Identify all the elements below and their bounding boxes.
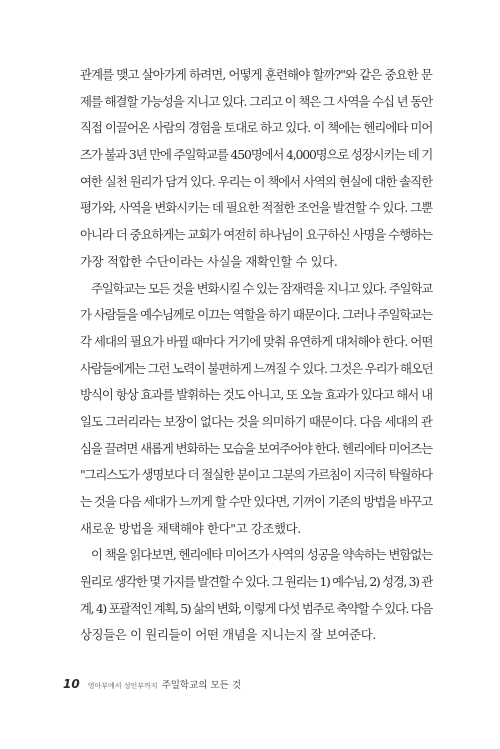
text-line: 이 책을 읽다보면, 헨리에타 미어즈가 사역의 성공을 약속하는 변함없는 [91,547,432,563]
running-title: 주일학교의 모든 것 [161,680,242,691]
text-line: 는 것을 다음 세대가 느끼게 할 수만 있다면, 기꺼이 기존의 방법을 바꾸고 [80,494,432,509]
paragraph-1 [80,62,432,276]
paragraph-3 [80,542,432,649]
text-line: 방식이 항상 효과를 발휘하는 것도 아니고, 또 오늘 효과가 있다고 해서 내 [80,387,432,403]
text-line: 원리로 생각한 몇 가지를 발견할 수 있다. 그 원리는 1) 예수님, 2) 성경, 3) 관 [80,574,432,590]
text-line: 상징들은 이 원리들이 어떤 개념을 지니는지 잘 보여준다. [80,627,376,643]
text-line: 가장 적합한 수단이라는 사실을 재확인할 수 있다. [80,253,338,269]
text-line: 가 사람들을 예수님께로 이끄는 역할을 하기 때문이다. 그러나 주일학교는 [80,307,432,323]
text-line: 아니라 더 중요하게는 교회가 여전히 하나님이 요구하신 사명을 수행하는 [80,227,432,243]
text-line: "그리스도가 생명보다 더 절실한 분이고 그분의 가르침이 지극히 탁월하다 [80,467,432,483]
text-line: 사람들에게는 그런 노력이 불편하게 느껴질 수 있다. 그것은 우리가 해오던 [80,360,433,376]
text-line: 각 세대의 필요가 바뀔 때마다 거기에 맞춰 유연하게 대처해야 한다. 어떤 [80,333,433,349]
paragraph-2 [80,276,432,543]
text-line: 심을 끌려면 새롭게 변화하는 모습을 보여주어야 한다. 헨리에타 미어즈는 [80,440,432,456]
text-line: 평가와, 사역을 변화시키는 데 필요한 적절한 조언을 발견할 수 있다. 그뿐 [80,200,432,216]
text-line: 여한 실천 원리가 담겨 있다. 우리는 이 책에서 사역의 현실에 대한 솔직한 [80,173,432,189]
page-footer [63,677,241,691]
text-line: 새로운 방법을 채택해야 한다"고 강조했다. [80,520,301,536]
text-line: 즈가 불과 3년 만에 주일학교를 450명에서 4,000명으로 성장시키는 데 기 [80,147,433,163]
text-line: 제를 해결할 가능성을 지니고 있다. 그리고 이 책은 그 사역을 수십 년 동안 [80,93,433,109]
body-text [80,62,432,649]
text-line: 계, 4) 포괄적인 계획, 5) 삶의 변화, 이렇게 다섯 범주로 축약할 수 있다. 다음 [80,600,432,616]
text-line: 직접 이끌어온 사람의 경험을 토대로 하고 있다. 이 책에는 헨리에타 미어 [80,120,433,136]
running-subtitle: 영아부에서 성인부까지 [87,682,158,690]
text-line: 주일학교는 모든 것을 변화시킬 수 있는 잠재력을 지니고 있다. 주일학교 [91,280,432,296]
page-number: 10 [63,677,80,691]
text-line: 관계를 맺고 살아가게 하려면, 어떻게 훈련해야 할까?"와 같은 중요한 문 [80,67,432,82]
text-line: 일도 그러리라는 보장이 없다는 것을 의미하기 때문이다. 다음 세대의 관 [80,413,432,429]
